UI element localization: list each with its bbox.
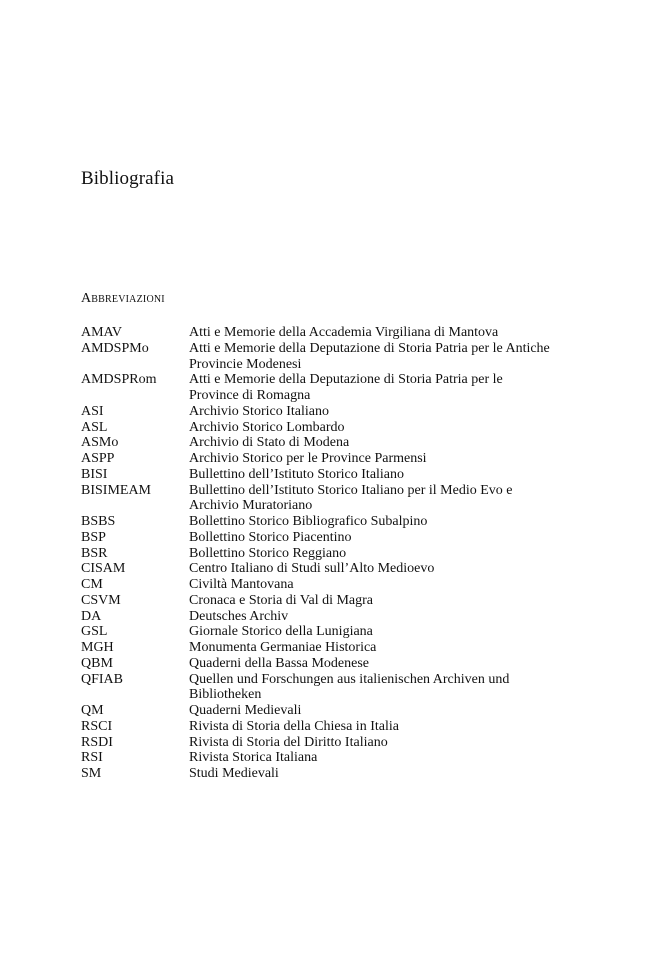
abbreviation-description: Quaderni della Bassa Modenese (189, 655, 369, 671)
abbreviation-entry (81, 640, 551, 656)
abbreviation-description: Centro Italiano di Studi sull’Alto Medioevo (189, 561, 435, 577)
abbreviation-code: QM (81, 703, 104, 718)
abbreviation-entry (81, 561, 551, 577)
abbreviation-list (81, 325, 551, 782)
abbreviation-code: BSBS (81, 514, 116, 529)
abbreviation-description: Atti e Memorie della Deputazione di Storia Patria per le Antiche Provincie Modenesi (189, 340, 550, 372)
abbreviation-entry (81, 672, 551, 704)
abbreviation-entry (81, 624, 551, 640)
abbreviation-code: CM (81, 577, 103, 592)
abbreviation-entry (81, 735, 551, 751)
abbreviation-entry (81, 719, 551, 735)
abbreviation-description: Studi Medievali (189, 766, 279, 781)
abbreviation-entry (81, 703, 551, 719)
abbreviation-entry (81, 546, 551, 562)
abbreviation-code: QBM (81, 655, 113, 671)
abbreviation-entry (81, 766, 551, 782)
abbreviation-entry (81, 514, 551, 530)
abbreviation-entry (81, 750, 551, 766)
abbreviation-description: Archivio Storico Lombardo (189, 419, 345, 435)
abbreviation-entry (81, 593, 551, 609)
abbreviation-entry (81, 483, 551, 515)
abbreviation-code: AMDSPRom (81, 372, 157, 388)
abbreviation-description: Bullettino dell’Istituto Storico Italiano per il Medio Evo e Archivio Muratoriano (189, 482, 513, 514)
abbreviation-entry (81, 609, 551, 625)
abbreviation-code: CISAM (81, 561, 126, 577)
abbreviation-code: ASMo (81, 435, 119, 451)
abbreviation-description: Rivista Storica Italiana (189, 750, 318, 766)
abbreviation-entry (81, 467, 551, 483)
abbreviation-code: BISIMEAM (81, 482, 152, 498)
abbreviation-description: Rivista di Storia della Chiesa in Italia (189, 718, 399, 734)
abbreviation-description: Bollettino Storico Piacentino (189, 529, 352, 545)
abbreviation-code: BSR (81, 545, 108, 561)
abbreviation-description: Monumenta Germaniae Historica (189, 640, 377, 655)
abbreviation-description: Quellen und Forschungen aus italienischen Archiven und Bibliotheken (189, 671, 510, 703)
section-heading: Abbreviazioni (81, 291, 165, 306)
abbreviation-description: Archivio di Stato di Modena (189, 435, 350, 451)
abbreviation-description: Quaderni Medievali (189, 703, 302, 718)
abbreviation-code: AMAV (81, 325, 122, 340)
abbreviation-description: Rivista di Storia del Diritto Italiano (189, 734, 388, 750)
abbreviation-description: Bullettino dell’Istituto Storico Italiano (189, 466, 405, 482)
abbreviation-code: AMDSPMo (81, 340, 149, 356)
abbreviation-description: Deutsches Archiv (189, 608, 289, 624)
abbreviation-code: ASI (81, 403, 104, 419)
abbreviation-code: ASPP (81, 451, 115, 466)
abbreviation-entry (81, 577, 551, 593)
abbreviation-code: MGH (81, 640, 114, 655)
abbreviation-entry (81, 435, 551, 451)
abbreviation-code: ASL (81, 419, 108, 435)
abbreviation-code: SM (81, 766, 102, 781)
abbreviation-description: Giornale Storico della Lunigiana (189, 624, 373, 640)
abbreviation-entry (81, 420, 551, 436)
abbreviation-code: QFIAB (81, 671, 124, 687)
abbreviation-code: GSL (81, 624, 108, 640)
abbreviation-code: RSDI (81, 734, 113, 750)
abbreviation-description: Civiltà Mantovana (189, 577, 294, 592)
abbreviation-description: Archivio Storico Italiano (189, 403, 329, 419)
abbreviation-code: CSVM (81, 592, 121, 608)
abbreviation-code: BISI (81, 466, 108, 482)
abbreviation-description: Cronaca e Storia di Val di Magra (189, 592, 374, 608)
abbreviation-entry (81, 404, 551, 420)
abbreviation-code: DA (81, 608, 102, 624)
abbreviation-description: Bollettino Storico Reggiano (189, 545, 347, 561)
abbreviation-code: BSP (81, 529, 106, 545)
abbreviation-entry (81, 451, 551, 467)
abbreviation-description: Bollettino Storico Bibliografico Subalpino (189, 514, 428, 529)
abbreviation-entry (81, 325, 551, 341)
chapter-title: Bibliografia (81, 168, 175, 189)
abbreviation-entry (81, 530, 551, 546)
abbreviation-description: Atti e Memorie della Deputazione di Storia Patria per le Province di Romagna (189, 372, 503, 403)
abbreviation-entry (81, 372, 551, 404)
abbreviation-description: Archivio Storico per le Province Parmensi (189, 451, 427, 466)
abbreviation-description: Atti e Memorie della Accademia Virgiliana di Mantova (189, 325, 499, 340)
abbreviation-code: RSCI (81, 718, 113, 734)
abbreviation-code: RSI (81, 750, 103, 766)
abbreviation-entry (81, 656, 551, 672)
abbreviation-entry (81, 341, 551, 373)
